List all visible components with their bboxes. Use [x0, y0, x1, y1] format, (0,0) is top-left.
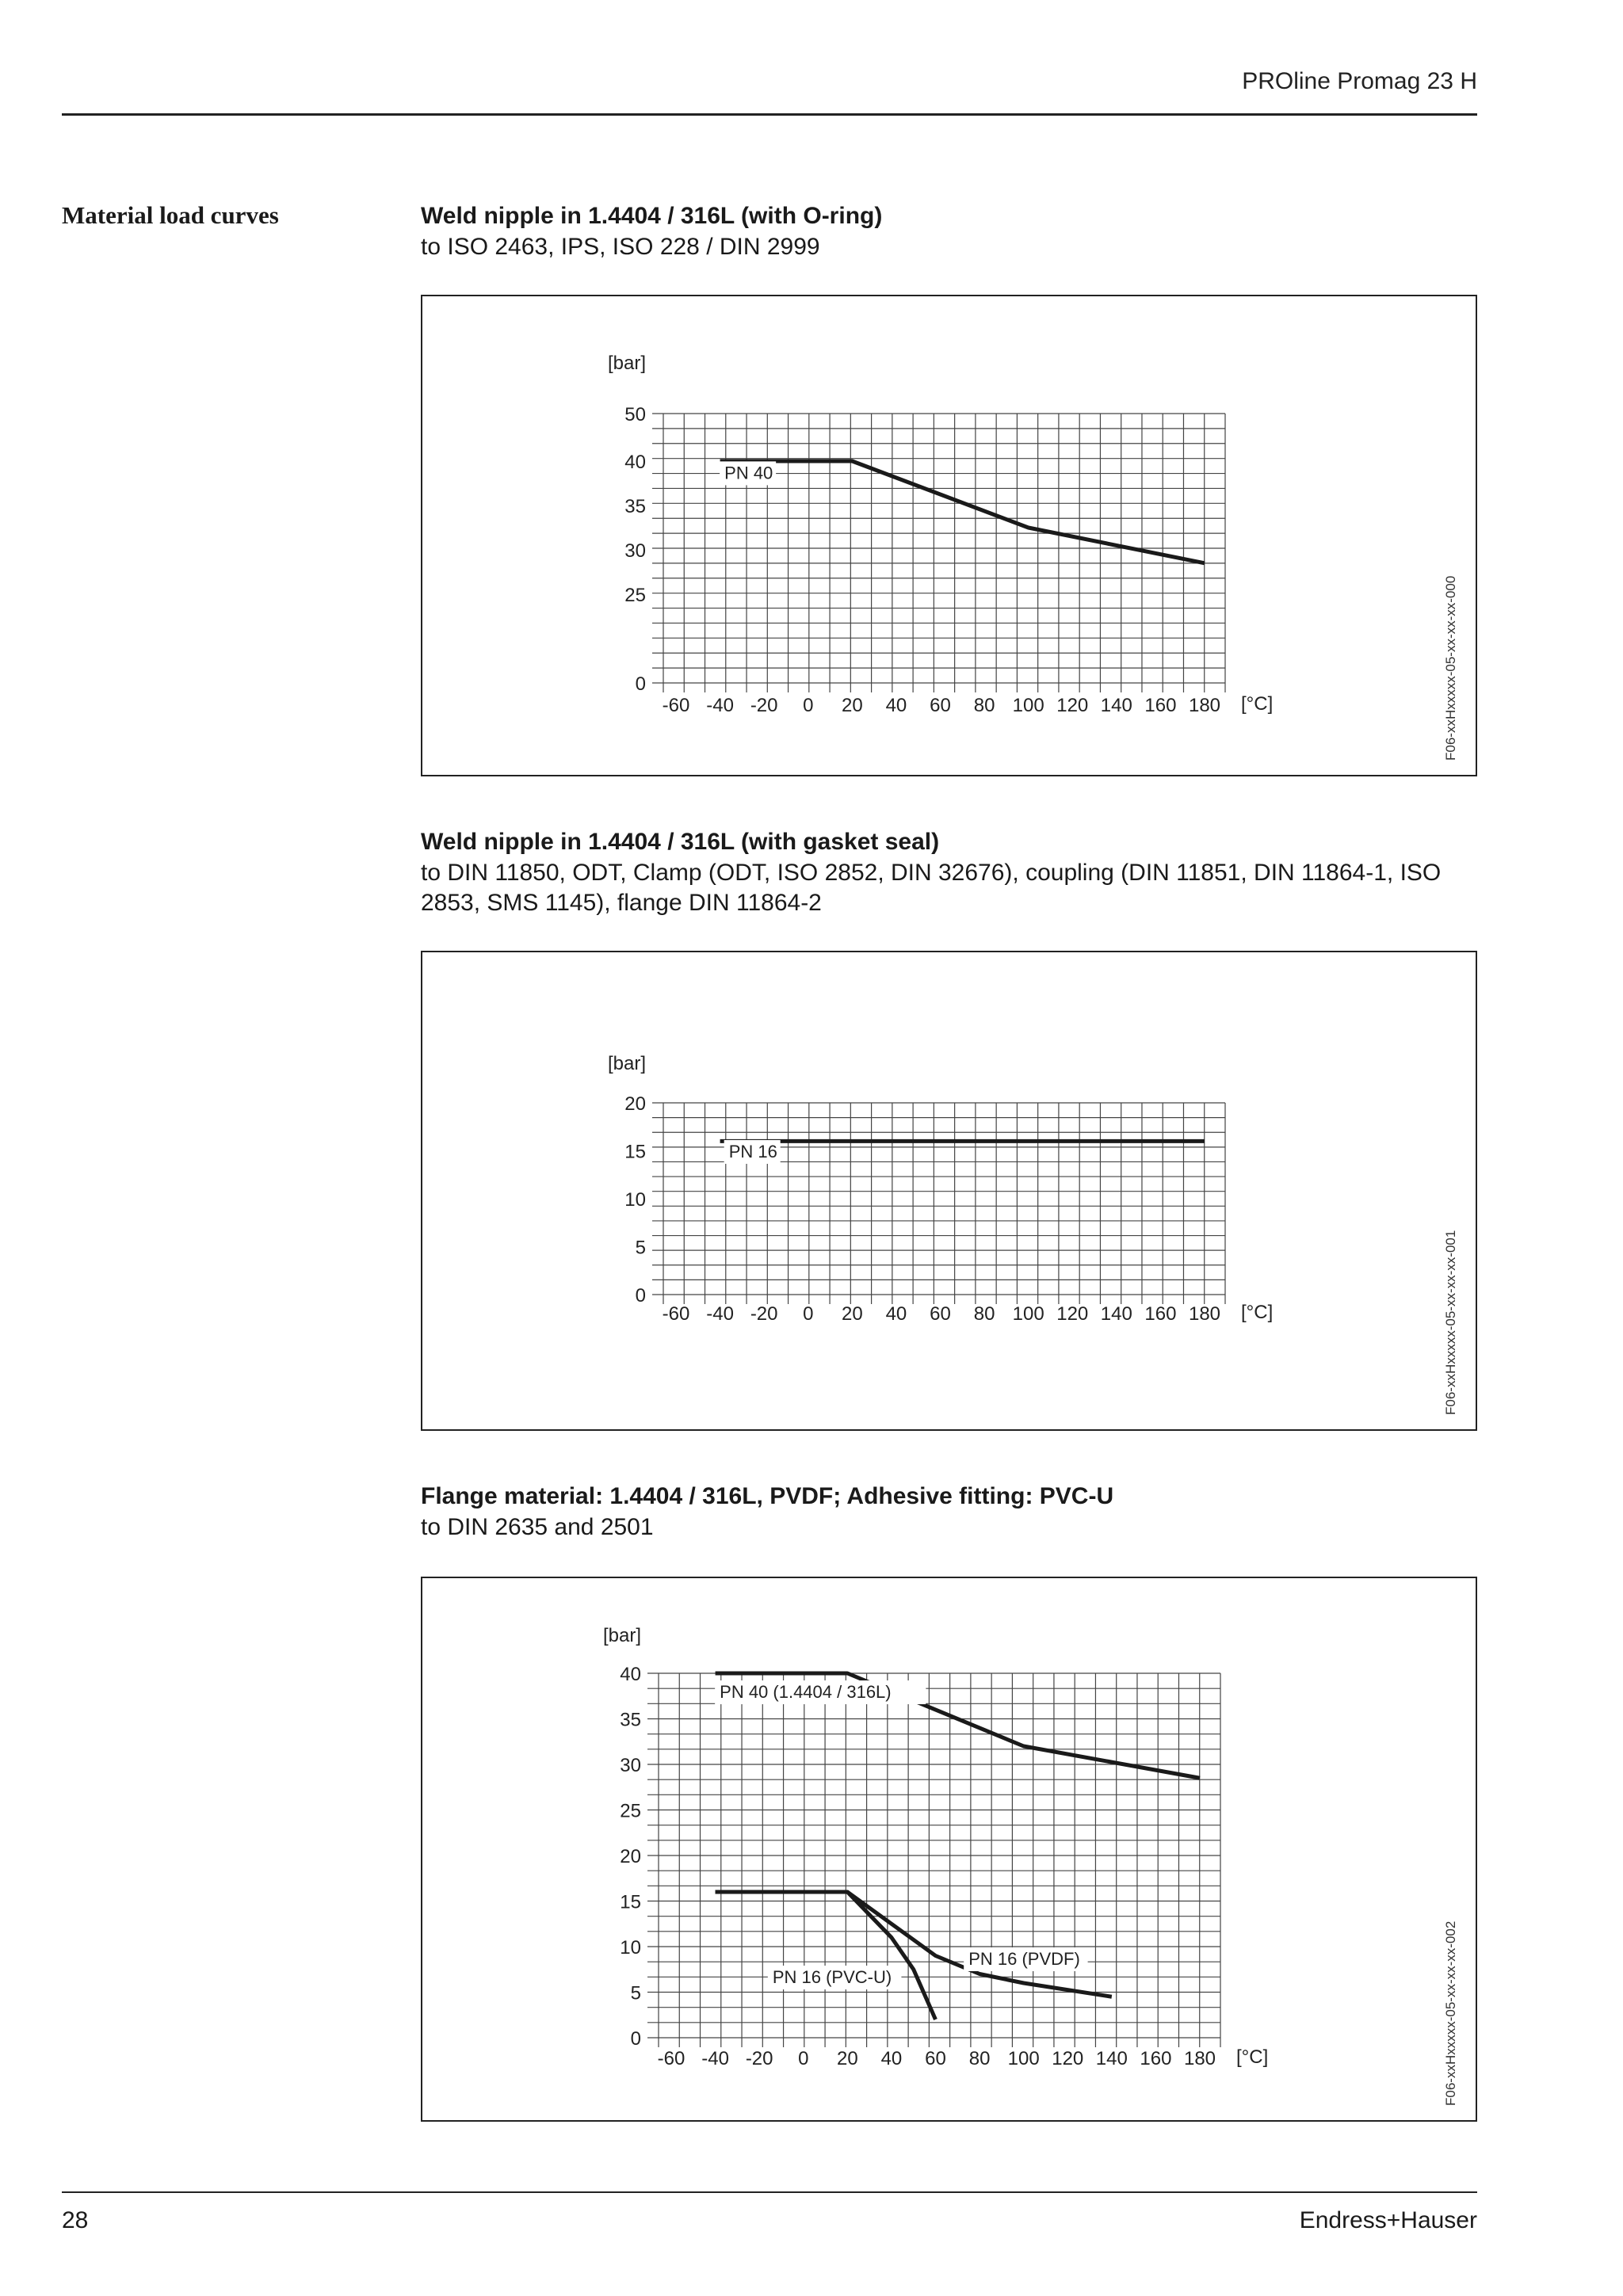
chart-grid: [652, 1103, 1225, 1304]
brand-name: Endress+Hauser: [1299, 2207, 1477, 2233]
x-tick-label: 160: [1140, 2048, 1172, 2069]
series-label: PN 16 (PVDF): [968, 1949, 1080, 1969]
series-label: PN 40: [724, 463, 773, 483]
x-tick-label: 140: [1100, 695, 1132, 716]
chart-2-frame: [421, 951, 1477, 1431]
figure-code: F06-xxHxxxxx-05-xx-xx-xx-001: [1443, 1230, 1458, 1415]
y-tick-label: 0: [635, 1285, 646, 1306]
figure-2-subtitle: to DIN 11850, ODT, Clamp (ODT, ISO 2852, DIN 32676), coupling (DIN 11851, DIN 11864-1, ISO 2853, SMS 1145), flange DIN 11864-2: [421, 860, 1442, 916]
y-tick-label: 40: [624, 452, 646, 473]
x-axis-label: [°C]: [1241, 693, 1274, 715]
page-number: 28: [62, 2207, 89, 2233]
y-tick-label: 25: [624, 585, 646, 606]
footer-rule: [62, 2191, 1477, 2193]
x-tick-label: -60: [657, 2048, 685, 2069]
chart-2: [422, 952, 1479, 1432]
figure-1-subtitle: to ISO 2463, IPS, ISO 228 / DIN 2999: [421, 234, 820, 260]
x-tick-label: 160: [1144, 1303, 1177, 1325]
figure-code: F06-xxHxxxxx-05-xx-xx-xx-000: [1443, 575, 1458, 761]
figure-3-title: Flange material: 1.4404 / 316L, PVDF; Adhesive fitting: PVC-U: [421, 1483, 1114, 1509]
figure-3-subtitle: to DIN 2635 and 2501: [421, 1514, 654, 1540]
x-tick-label: 180: [1188, 1303, 1221, 1325]
x-tick-label: -60: [662, 1303, 690, 1325]
figure-2-title: Weld nipple in 1.4404 / 316L (with gasket seal): [421, 829, 940, 855]
x-tick-label: -40: [706, 695, 734, 716]
header-rule: [62, 113, 1477, 116]
x-tick-label: 80: [973, 1303, 995, 1325]
x-tick-label: 20: [841, 1303, 863, 1325]
header-title: PROline Promag 23 H: [1242, 68, 1477, 94]
x-tick-label: 120: [1052, 2048, 1084, 2069]
y-tick-label: 30: [620, 1755, 641, 1776]
x-tick-label: 120: [1056, 1303, 1089, 1325]
y-tick-label: 5: [630, 1982, 641, 2004]
series-label: PN 16 (PVC-U): [772, 1967, 892, 1987]
x-tick-label: 20: [836, 2048, 858, 2069]
y-tick-label: 0: [630, 2028, 641, 2050]
chart-grid: [647, 1673, 1220, 2047]
x-tick-label: 40: [880, 2048, 903, 2069]
y-tick-label: 15: [624, 1141, 646, 1163]
x-tick-label: 120: [1056, 695, 1089, 716]
y-tick-label: 35: [624, 496, 646, 517]
chart-3: [422, 1578, 1479, 2123]
y-tick-label: 0: [635, 673, 646, 695]
y-tick-label: 10: [624, 1189, 646, 1211]
y-axis-label: [bar]: [607, 1053, 646, 1074]
series-label: PN 40 (1.4404 / 316L): [720, 1682, 892, 1703]
series-label: PN 16: [728, 1141, 777, 1161]
chart-1: [422, 296, 1479, 778]
x-tick-label: 0: [803, 1303, 814, 1325]
x-tick-label: 160: [1144, 695, 1177, 716]
x-tick-label: 140: [1095, 2048, 1128, 2069]
y-axis-label: [bar]: [607, 353, 646, 374]
x-tick-label: 180: [1183, 2048, 1216, 2069]
y-tick-label: 10: [620, 1937, 641, 1958]
x-tick-label: 100: [1007, 2048, 1040, 2069]
y-tick-label: 40: [620, 1664, 641, 1685]
y-tick-label: 50: [624, 404, 646, 425]
x-tick-label: 0: [798, 2048, 809, 2069]
chart-grid: [652, 414, 1225, 692]
x-axis-label: [°C]: [1236, 2046, 1269, 2068]
x-tick-label: -20: [750, 695, 778, 716]
x-tick-label: 100: [1012, 695, 1044, 716]
y-axis-label: [bar]: [602, 1625, 641, 1646]
x-axis-label: [°C]: [1241, 1302, 1274, 1323]
y-tick-label: 15: [620, 1891, 641, 1913]
x-tick-label: -60: [662, 695, 690, 716]
chart-1-frame: [421, 295, 1477, 776]
x-tick-label: 40: [885, 695, 907, 716]
x-tick-label: 180: [1188, 695, 1221, 716]
figure-1-title: Weld nipple in 1.4404 / 316L (with O-ring): [421, 203, 883, 229]
section-title: Material load curves: [62, 201, 279, 229]
x-tick-label: 0: [803, 695, 814, 716]
x-tick-label: 40: [885, 1303, 907, 1325]
x-tick-label: 80: [973, 695, 995, 716]
x-tick-label: 60: [930, 1303, 951, 1325]
y-tick-label: 20: [624, 1093, 646, 1115]
x-tick-label: -40: [706, 1303, 734, 1325]
y-tick-label: 20: [620, 1846, 641, 1867]
chart-3-frame: [421, 1577, 1477, 2122]
y-tick-label: 25: [620, 1800, 641, 1822]
x-tick-label: -40: [701, 2048, 729, 2069]
y-tick-label: 30: [624, 540, 646, 562]
x-tick-label: 60: [925, 2048, 946, 2069]
y-tick-label: 35: [620, 1709, 641, 1731]
x-tick-label: 20: [841, 695, 863, 716]
y-tick-label: 5: [635, 1237, 646, 1259]
x-tick-label: 100: [1012, 1303, 1044, 1325]
x-tick-label: 80: [968, 2048, 991, 2069]
figure-code: F06-xxHxxxxx-05-xx-xx-xx-002: [1443, 1920, 1458, 2106]
x-tick-label: -20: [750, 1303, 778, 1325]
x-tick-label: -20: [745, 2048, 773, 2069]
x-tick-label: 60: [930, 695, 951, 716]
x-tick-label: 140: [1100, 1303, 1132, 1325]
